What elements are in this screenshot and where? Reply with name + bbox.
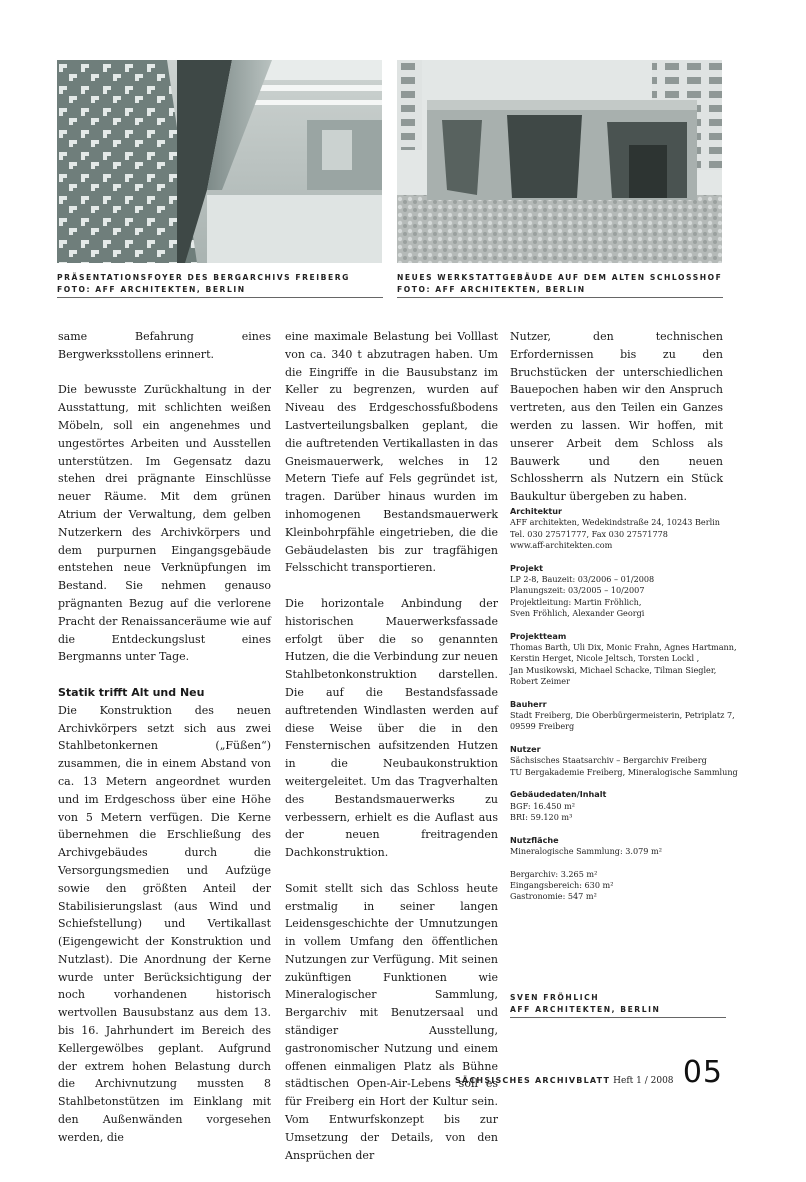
fact-title: Architektur: [510, 506, 562, 516]
caption-title: PRÄSENTATIONSFOYER DES BERGARCHIVS FREIBERG: [57, 273, 350, 282]
page-footer: [455, 1055, 725, 1098]
article-column-2: [285, 328, 498, 1182]
photo-caption-left: [57, 272, 387, 298]
fact-line: LP 2-8, Bauzeit: 03/2006 – 01/2008: [510, 573, 655, 584]
section-heading: Statik trifft Alt und Neu: [58, 685, 205, 699]
fact-line: Gastronomie: 547 m²: [510, 891, 597, 902]
photo-presentation-foyer: [57, 60, 382, 263]
foyer-illustration: [57, 60, 382, 263]
fact-block: [510, 630, 737, 687]
paragraph: Die Konstruktion des neuen Archivkörpers setzt sich aus zwei Stahlbetonkernen („Füßen“) zusammen, die in einem Abstand von ca. 13 Metern angeordnet wurden und im Erdgeschoss über eine Höhe von 5 Metern verfügen. Die Kerne übernehmen die Erschließung des Archivgebäudes durch die Versorgungsmedien und Aufzüge sowie den größten Anteil der Stabilisierungslast (aus Wind und Schiefstellung) und Vertikallast (Eigengewicht der Konstruktion und Nutzlast). Die Anordnung der Kerne wurde unter Berücksichtigung der noch vorhandenen historisch wertvollen Bausubstanz aus dem 13. bis 16. Jahrhundert im Bereich des Kellergewölbes geplant. Aufgrund der extrem hohen Belastung durch die Archivnutzung mussten 8 Stahlbetonstützen im Einklang mit den Außenwänden vorgesehen werden, die: [58, 703, 271, 1144]
fact-line: Eingangsbereich: 630 m²: [510, 880, 614, 891]
fact-line: Robert Zeimer: [510, 675, 570, 686]
publication-line: [455, 1076, 674, 1086]
fact-line: Projektleitung: Martin Fröhlich,: [510, 596, 642, 607]
author-rule: [510, 1017, 726, 1018]
workshop-illustration: [397, 60, 722, 263]
caption-credit: FOTO: AFF ARCHITEKTEN, BERLIN: [397, 285, 586, 294]
article-column-3: [510, 328, 723, 524]
fact-title: Nutzfläche: [510, 834, 559, 845]
fact-line: BGF: 16.450 m²: [510, 800, 576, 811]
fact-title: Projekt: [510, 562, 543, 573]
paragraph: Nutzer, den technischen Erfordernissen bis zu den Bruchstücken der unterschiedlichen Bauepochen haben wir den Anspruch vertreten, aus den Teilen ein Ganzes werden zu lassen. Wir hoffen, mit unserer Arbeit dem Schloss als Bauwerk und den neuen Schlossherrn als Nutzern ein Stück Baukultur übergeben zu haben.: [510, 330, 723, 504]
paragraph: Die bewusste Zurückhaltung in der Ausstattung, mit schlichten weißen Möbeln, soll ein angenehmes und ungestörtes Arbeiten und Ausstellen unterstützen. Im Gegensatz dazu stehen drei prägnante Einschlüsse neuer Räume. Mit dem grünen Atrium der Verwaltung, dem gelben Nutzerkern des Archivkörpers und dem purpurnen Eingangsgebäude entstehen neue Verknüpfungen im Bestand. Sie nehmen genauso prägnanten Bezug auf die verlorene Pracht der Renaissanceräume wie auf die Entdeckungslust eines Bergmanns unter Tage.: [58, 383, 271, 664]
page-number: 05: [682, 1055, 723, 1090]
fact-line: Sächsisches Staatsarchiv – Bergarchiv Freiberg: [510, 755, 707, 766]
fact-line: Mineralogische Sammlung: 3.079 m²: [510, 846, 662, 857]
caption-rule: [57, 297, 383, 298]
article-column-1: [58, 328, 271, 1164]
photo-caption-right: [397, 272, 727, 298]
fact-block: [510, 744, 738, 778]
fact-line: 09599 Freiberg: [510, 721, 575, 732]
caption-credit: FOTO: AFF ARCHITEKTEN, BERLIN: [57, 285, 246, 294]
author-credit: [510, 992, 726, 1018]
issue-label: Heft 1 / 2008: [613, 1076, 674, 1086]
fact-block: [510, 506, 725, 551]
fact-line: [510, 857, 725, 868]
fact-line: BRI: 59.120 m³: [510, 812, 573, 823]
fact-title: Bauherr: [510, 698, 547, 709]
fact-line: Tel. 030 27571777, Fax 030 27571778: [510, 528, 668, 539]
fact-block: [510, 789, 725, 823]
paragraph: Die horizontale Anbindung der historischen Mauerwerksfassade erfolgt über die so genannten Hutzen, die die Verbindung zur neuen Stahlbetonkonstruktion darstellen. Die auf die Bestandsfassade auftretenden Windlasten werden auf diese Weise über die in den Fensternischen aufsitzenden Hutzen in die Neubaukonstruktion weitergeleitet. Um das Tragverhalten des Bestandsmauerwerks zu verbessern, erhielt es die Auflast aus der neuen freitragenden Dachkonstruktion.: [285, 596, 498, 860]
fact-title: Nutzer: [510, 744, 541, 755]
fact-block: [510, 698, 735, 733]
fact-block: [510, 835, 725, 903]
fact-line: Sven Fröhlich, Alexander Georgi: [510, 607, 645, 618]
caption-rule: [397, 297, 723, 298]
paragraph: same Befahrung eines Bergwerksstollens erinnert.: [58, 330, 271, 361]
fact-line: Kerstin Herget, Nicole Jeltsch, Torsten Lockl ,: [510, 653, 700, 664]
fact-title: Gebäudedaten/Inhalt: [510, 789, 607, 800]
fact-line: TU Bergakademie Freiberg, Mineralogische Sammlung: [510, 766, 738, 777]
fact-line: www.aff-architekten.com: [510, 539, 613, 550]
fact-line: Bergarchiv: 3.265 m²: [510, 868, 598, 879]
author-firm: AFF ARCHITEKTEN, BERLIN: [510, 1005, 661, 1014]
caption-title: NEUES WERKSTATTGEBÄUDE AUF DEM ALTEN SCHLOSSHOF: [397, 273, 723, 282]
fact-line: Planungszeit: 03/2005 – 10/2007: [510, 585, 645, 596]
paragraph: Somit stellt sich das Schloss heute erstmalig in seiner langen Leidensgeschichte der Umnutzungen in vollem Umfang den öffentlichen Nutzungen zur Verfügung. Mit seinen zukünftigen Funktionen wie Mineralogischer Sammlung, Bergarchiv mit Benutzersaal und ständiger Ausstellung, gastronomischer Nutzung und einem offenen einmaligen Platz als Bühne städtischen Open-Air-Lebens soll es für Freiberg ein Hort der Kultur sein. Vom Entwurfskonzept bis zur Umsetzung der Details, von den Ansprüchen der: [285, 881, 498, 1162]
author-name: SVEN FRÖHLICH: [510, 993, 600, 1002]
fact-block: [510, 563, 725, 619]
fact-line: AFF architekten, Wedekindstraße 24, 10243 Berlin: [510, 517, 720, 528]
fact-line: Thomas Barth, Uli Dix, Monic Frahn, Agnes Hartmann,: [510, 641, 737, 652]
fact-line: Jan Musikowski, Michael Schacke, Tilman Siegler,: [510, 664, 717, 675]
paragraph: eine maximale Belastung bei Volllast von ca. 340 t abzutragen haben. Um die Eingriffe in die Bausubstanz im Keller zu begrenzen, wurden auf Niveau des Erdgeschossfußbodens Lastverteilungsbalken geplant, die die auftretenden Vertikallasten in das Gneismauerwerk, welches in 12 Metern Tiefe auf Fels gegründet ist, tragen. Darüber hinaus wurden im inhomogenen Bestandsmauerwerk Kleinbohrpfähle eingetrieben, die die Gebäudelasten bis zur tragfähigen Felsschicht transportieren.: [285, 330, 498, 575]
publication-name: SÄCHSISCHES ARCHIVBLATT: [455, 1076, 611, 1085]
fact-title: Projektteam: [510, 630, 567, 641]
photo-workshop-building: [397, 60, 722, 263]
project-facts: [510, 506, 738, 914]
fact-line: Stadt Freiberg, Die Oberbürgermeisterin, Petriplatz 7,: [510, 709, 735, 720]
